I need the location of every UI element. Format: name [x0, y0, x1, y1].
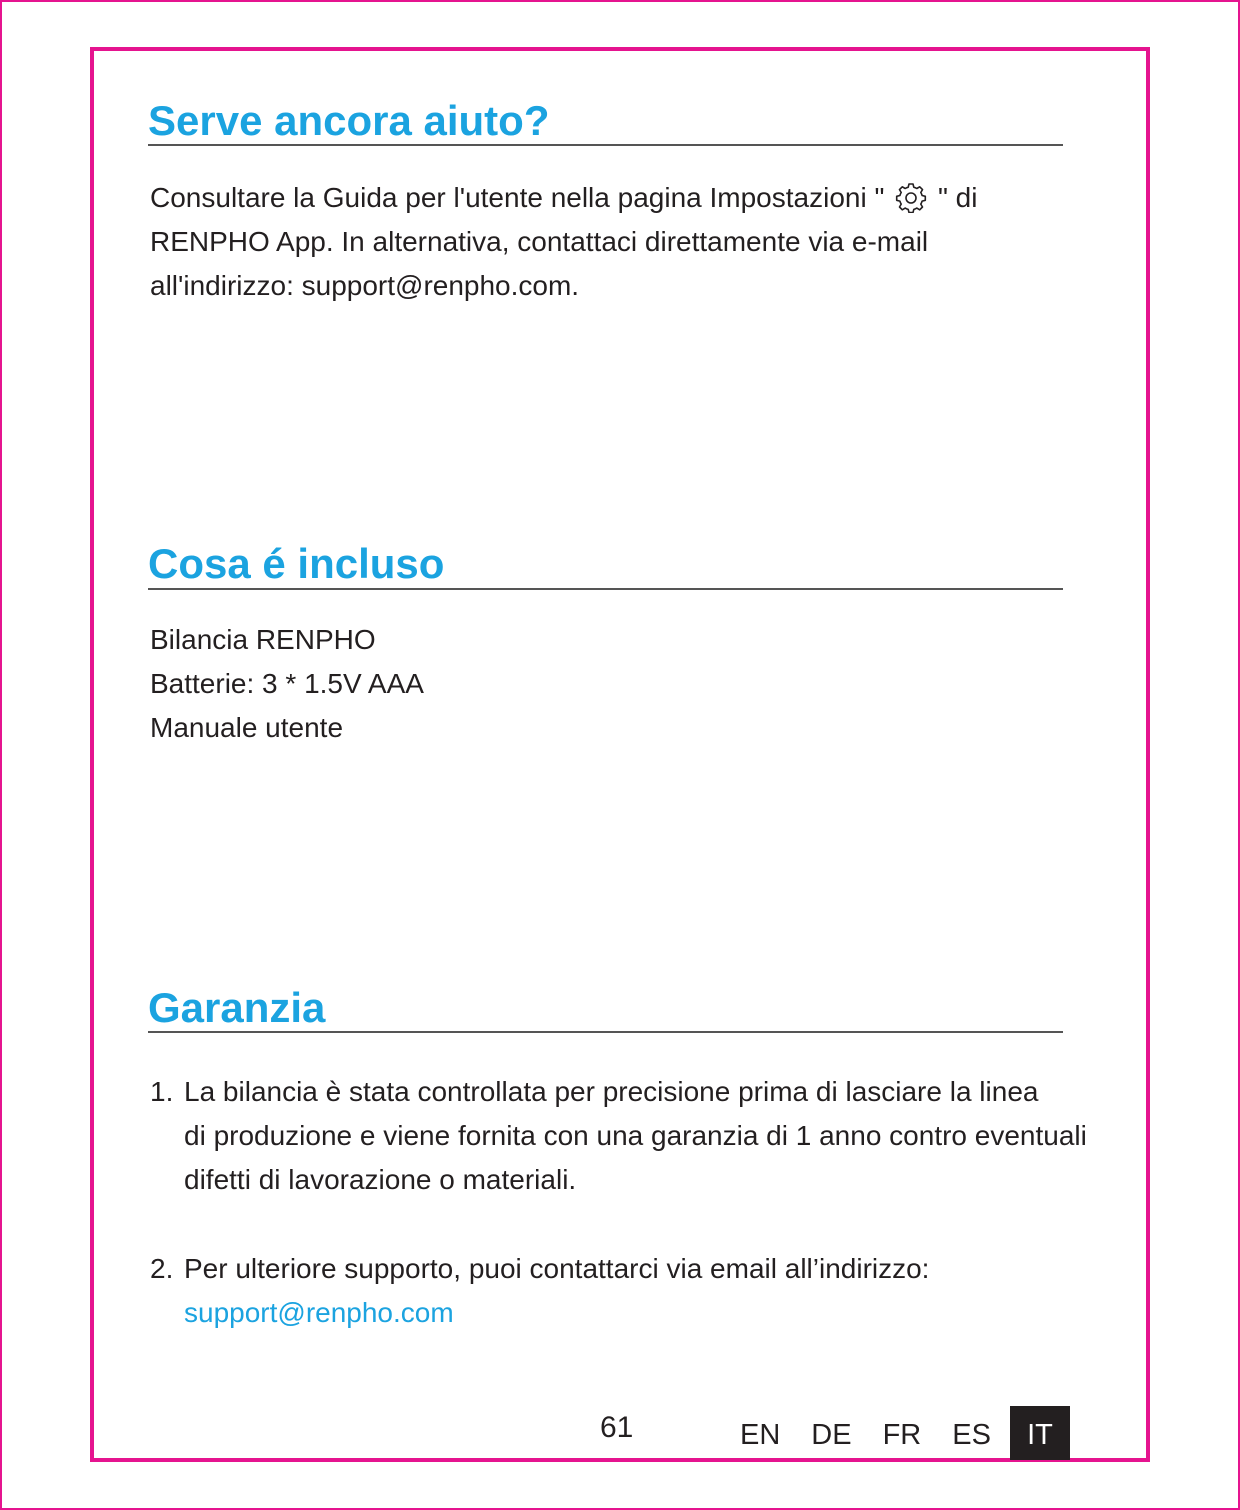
page-number: 61 — [600, 1411, 634, 1444]
help-line-1-text-a: Consultare la Guida per l'utente nella pagina Impostazioni " — [150, 182, 893, 213]
language-tab-de[interactable]: DE — [811, 1419, 852, 1451]
warranty-item-number: 2. — [150, 1253, 174, 1284]
help-section-divider — [148, 144, 1063, 146]
warranty-item-body — [184, 1070, 1087, 1202]
warranty-section-divider — [148, 1031, 1063, 1033]
help-line-3: all'indirizzo: support@renpho.com. — [150, 270, 580, 301]
list-item: Bilancia RENPHO — [150, 624, 376, 655]
list-item: Batterie: 3 * 1.5V AAA — [150, 668, 424, 699]
help-line-1-text-b: " di — [930, 182, 978, 213]
support-email-link[interactable]: support@renpho.com — [184, 1297, 454, 1328]
warranty-item-line: La bilancia è stata controllata per precisione prima di lasciare la linea — [184, 1076, 1039, 1107]
warranty-item-line: di produzione e viene fornita con una garanzia di 1 anno contro eventuali — [184, 1120, 1087, 1151]
included-section-title: Cosa é incluso — [148, 540, 445, 587]
help-line-1 — [150, 176, 977, 220]
warranty-item-number: 1. — [150, 1076, 174, 1107]
list-item: Manuale utente — [150, 712, 344, 743]
language-tab-it-active[interactable]: IT — [1010, 1406, 1070, 1460]
language-tab-en[interactable]: EN — [740, 1419, 781, 1451]
help-line-2: RENPHO App. In alternativa, contattaci direttamente via e-mail — [150, 226, 929, 257]
included-section-divider — [148, 588, 1063, 590]
included-items-list — [150, 618, 424, 750]
language-tabs — [738, 1406, 1070, 1460]
gear-icon — [892, 181, 930, 213]
warranty-item-line: difetti di lavorazione o materiali. — [184, 1164, 577, 1195]
language-tab-es[interactable]: ES — [952, 1419, 991, 1451]
help-section-title: Serve ancora aiuto? — [148, 97, 550, 144]
help-section-body — [150, 176, 977, 308]
language-tab-fr[interactable]: FR — [882, 1419, 922, 1451]
warranty-item-line: Per ulteriore supporto, puoi contattarci via email all’indirizzo: — [184, 1253, 930, 1284]
warranty-section-title: Garanzia — [148, 984, 326, 1031]
warranty-item-body — [184, 1247, 929, 1335]
